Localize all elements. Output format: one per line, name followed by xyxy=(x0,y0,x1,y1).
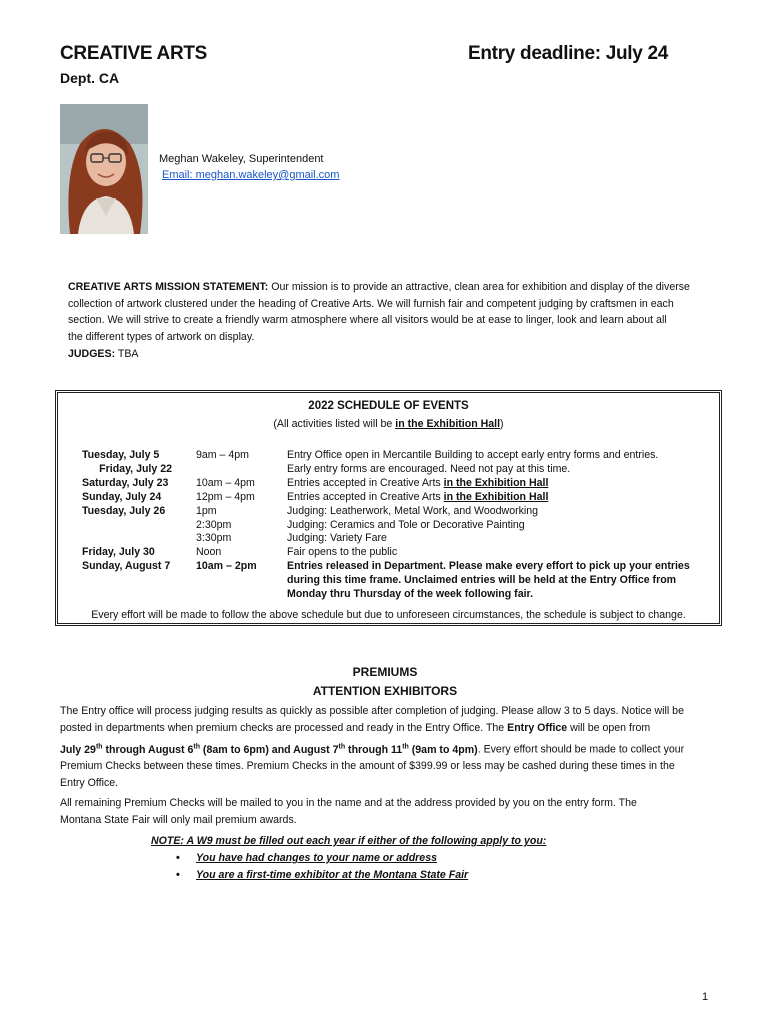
paragraph-line: Premium Checks between these times. Premium Checks in the amount of $399.99 or less may be cashed during these times in the xyxy=(60,760,675,773)
schedule-event xyxy=(287,476,548,490)
paragraph-line xyxy=(60,720,750,737)
exhibition-hall-label: in the Exhibition Hall xyxy=(395,418,501,430)
attention-exhibitors-heading: ATTENTION EXHIBITORS xyxy=(312,684,458,698)
paragraph-line: The Entry office will process judging results as quickly as possible after completion of judging. Please allow 3 to 5 days. Notice will be xyxy=(60,705,684,717)
schedule-time: 10am – 2pm xyxy=(196,560,257,572)
text-run: through 11 xyxy=(345,743,403,756)
text-run: will be open from xyxy=(567,721,651,734)
premiums-paragraph xyxy=(60,703,750,828)
text-run: . Every effort should be made to collect your xyxy=(477,743,685,756)
judges-value: TBA xyxy=(115,348,139,360)
mission-line: section. We will strive to create a friendly warm atmosphere where all visitors would be at ease to linger, look and learn about all xyxy=(68,314,667,326)
page-number: 1 xyxy=(702,991,709,1003)
mission-line: collection of artwork clustered under the heading of Creative Arts. We will furnish fair and competent judging by craftsmen in each xyxy=(68,297,674,310)
department-code: Dept. CA xyxy=(60,70,120,86)
note-item-text: You have had changes to your name or address xyxy=(196,852,437,864)
premiums-heading: PREMIUMS xyxy=(352,665,418,679)
schedule-event: Early entry forms are encouraged. Need not pay at this time. xyxy=(287,463,571,475)
w9-note-title: NOTE: A W9 must be filled out each year if either of the following apply to you: xyxy=(151,835,547,847)
schedule-time: Noon xyxy=(196,546,222,558)
schedule-time: 9am – 4pm xyxy=(196,449,249,461)
schedule-event: Entry Office open in Mercantile Building to accept early entry forms and entries. xyxy=(287,449,659,461)
exhibition-hall-label: in the Exhibition Hall xyxy=(443,477,549,489)
schedule-day: Sunday, July 24 xyxy=(82,491,162,503)
entry-office-label: Entry Office xyxy=(507,721,568,734)
paragraph-line: All remaining Premium Checks will be mailed to you in the name and at the address provided by you on the entry form. The xyxy=(60,797,637,810)
mission-label: CREATIVE ARTS MISSION STATEMENT: xyxy=(68,281,269,293)
office-hours-dates xyxy=(60,744,478,756)
paragraph-line: Montana State Fair will only mail premium awards. xyxy=(60,813,297,826)
text-run: (9am to 4pm) xyxy=(408,743,478,756)
email-link[interactable]: Email: meghan.wakeley@gmail.com xyxy=(162,169,340,181)
schedule-time: 2:30pm xyxy=(196,519,232,531)
note-item-text: You are a first-time exhibitor at the Montana State Fair xyxy=(196,869,469,881)
w9-note-item xyxy=(176,850,437,867)
judges-line xyxy=(68,346,138,363)
schedule-day: Tuesday, July 26 xyxy=(82,505,166,517)
schedule-subtitle xyxy=(55,417,722,431)
schedule-event xyxy=(287,490,548,504)
paragraph-line xyxy=(60,739,750,758)
schedule-title: 2022 SCHEDULE OF EVENTS xyxy=(308,400,469,412)
schedule-day: Friday, July 30 xyxy=(82,546,155,558)
event-text: Entries accepted in Creative Arts xyxy=(287,477,444,489)
text-run: posted in departments when premium checks are processed and ready in the Entry Office. The xyxy=(60,721,508,734)
mission-line: the different types of artwork on display. xyxy=(68,330,255,343)
text-run: July 29 xyxy=(60,743,96,756)
schedule-event: Fair opens to the public xyxy=(287,546,398,558)
exhibition-hall-label: in the Exhibition Hall xyxy=(443,491,549,503)
superscript: th xyxy=(193,743,200,750)
schedule-day: Tuesday, July 5 xyxy=(82,449,160,461)
text-run: (8am to 6pm) and August 7 xyxy=(199,743,339,756)
schedule-disclaimer: Every effort will be made to follow the above schedule but due to unforeseen circumstances, the schedule is subject to change. xyxy=(91,609,686,621)
paragraph-line: Entry Office. xyxy=(60,776,119,789)
superscript: th xyxy=(338,743,346,750)
mission-line: Our mission is to provide an attractive, clean area for exhibition and display of the diverse xyxy=(268,281,690,293)
event-text: Entries accepted in Creative Arts xyxy=(287,491,444,503)
superintendent-name: Meghan Wakeley, Superintendent xyxy=(159,153,324,165)
bullet-icon: • xyxy=(176,869,180,881)
schedule-event: during this time frame. Unclaimed entries will be held at the Entry Office from xyxy=(287,574,677,586)
schedule-event: Judging: Variety Fare xyxy=(287,532,387,544)
schedule-event: Monday thru Thursday of the week following fair. xyxy=(287,588,534,600)
superscript: th xyxy=(95,743,103,750)
schedule-day: Saturday, July 23 xyxy=(82,477,169,489)
bullet-icon: • xyxy=(176,852,180,864)
schedule-event: Judging: Leatherwork, Metal Work, and Woodworking xyxy=(287,505,539,517)
schedule-time: 1pm xyxy=(196,505,217,517)
subtitle-text: (All activities listed will be xyxy=(273,418,396,430)
schedule-time: 3:30pm xyxy=(196,532,232,544)
superscript: th xyxy=(402,743,409,750)
schedule-day: Friday, July 22 xyxy=(99,463,172,475)
schedule-event: Entries released in Department. Please make every effort to pick up your entries xyxy=(287,560,690,572)
subtitle-text: ) xyxy=(500,418,504,430)
judges-label: JUDGES: xyxy=(68,348,116,360)
page-title: CREATIVE ARTS xyxy=(60,43,208,64)
text-run: through August 6 xyxy=(102,743,194,756)
schedule-event: Judging: Ceramics and Tole or Decorative Painting xyxy=(287,519,525,531)
superintendent-photo xyxy=(60,104,148,234)
entry-deadline: Entry deadline: July 24 xyxy=(468,43,669,64)
schedule-time: 10am – 4pm xyxy=(196,477,255,489)
schedule-day: Sunday, August 7 xyxy=(82,560,171,572)
schedule-time: 12pm – 4pm xyxy=(196,491,255,503)
mission-statement xyxy=(68,279,748,345)
w9-note-item xyxy=(176,867,468,884)
